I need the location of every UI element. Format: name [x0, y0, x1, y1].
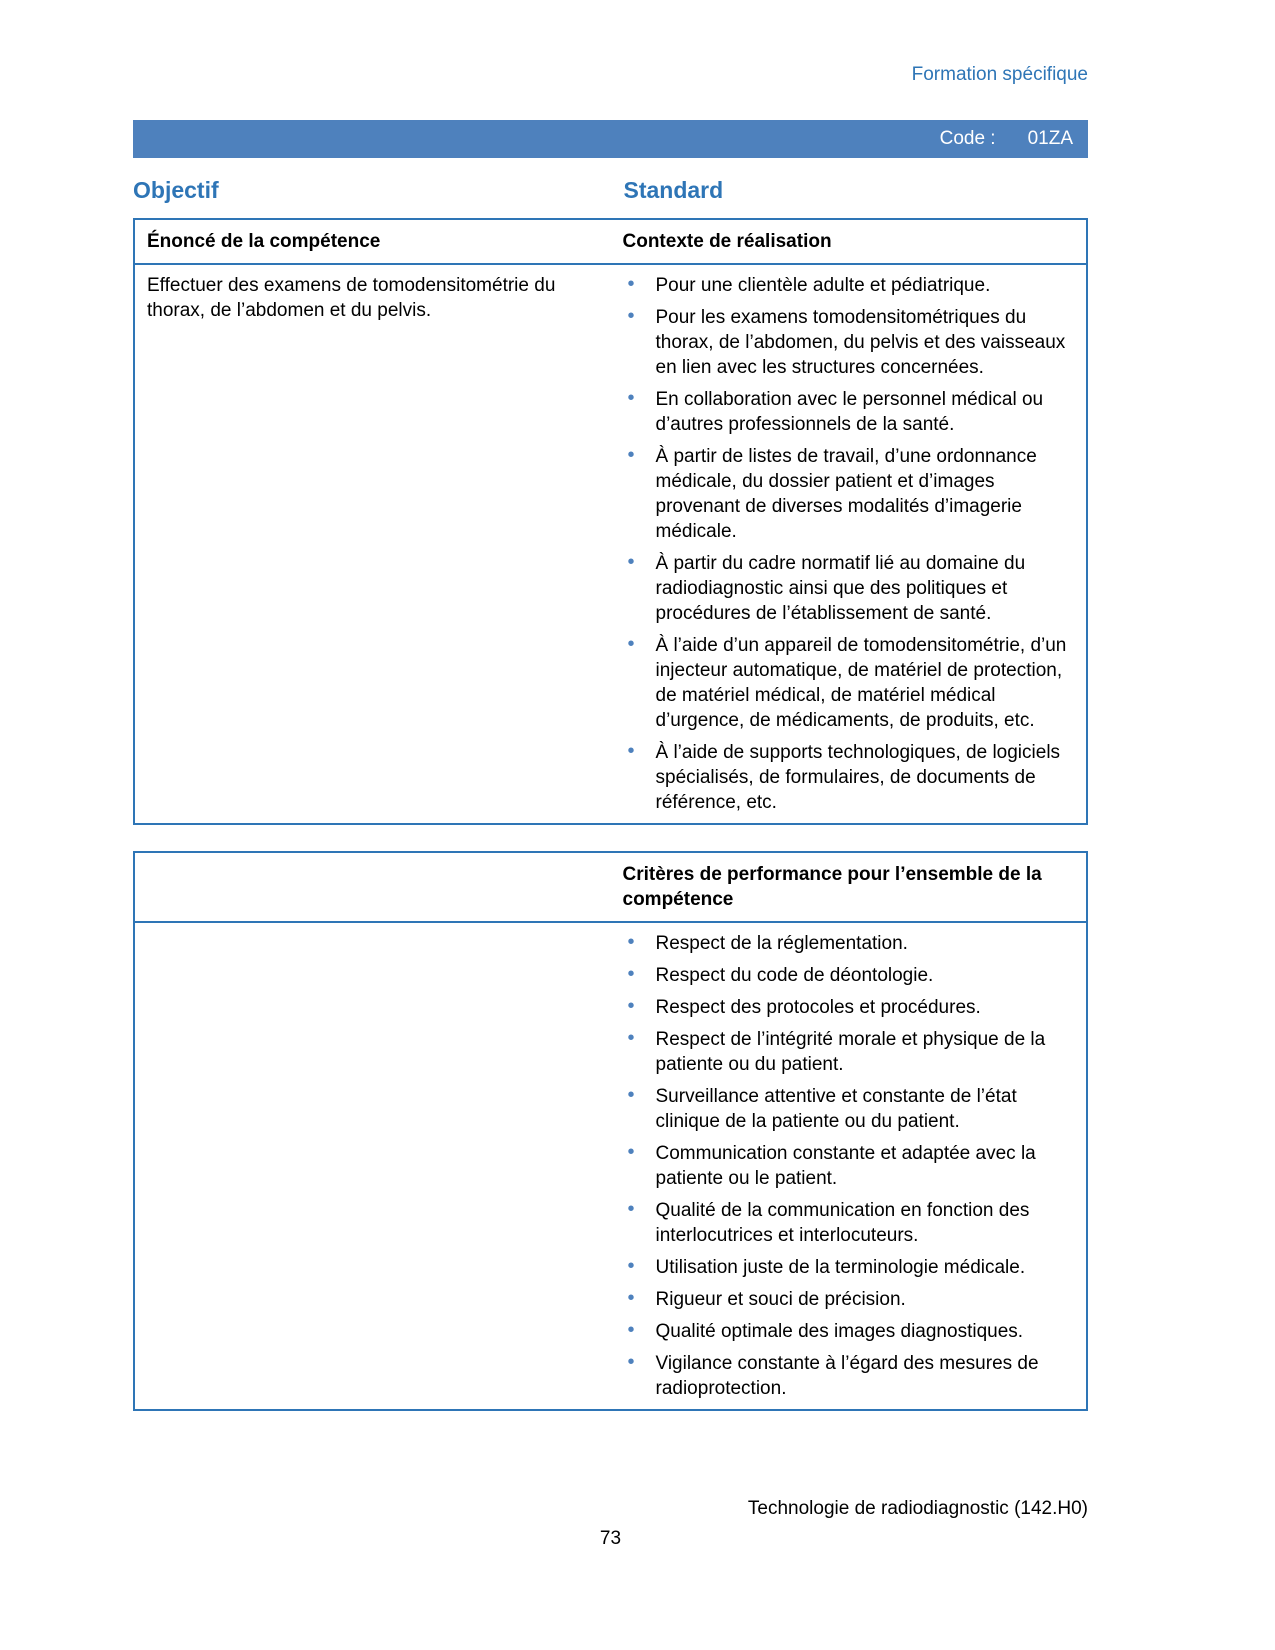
criteria-item: • Qualité optimale des images diagnostiques.: [623, 1319, 1075, 1344]
code-bar: [133, 120, 1088, 158]
criteria-table-body-row: [134, 922, 1087, 1410]
context-list: [623, 273, 1075, 815]
context-item: • À l’aide de supports technologiques, de logiciels spécialisés, de formulaires, de documents de référence, etc.: [623, 740, 1075, 815]
criteria-item: • Surveillance attentive et constante de l’état clinique de la patiente ou du patient.: [623, 1084, 1075, 1134]
context-header-cell: [611, 219, 1088, 264]
page-number: 73: [599, 1528, 622, 1549]
code-label: Code :: [939, 128, 996, 149]
criteria-header: Critères de performance pour l’ensemble de la compétence: [622, 864, 1042, 910]
criteria-list-cell: [611, 922, 1088, 1410]
criteria-header-cell: [611, 852, 1088, 922]
criteria-item: • Rigueur et souci de précision.: [623, 1287, 1075, 1312]
standard-title: Standard: [623, 177, 724, 203]
context-item: • Pour les examens tomodensitométriques du thorax, de l’abdomen, du pelvis et des vaisseaux en lien avec les structures concernées.: [623, 305, 1075, 380]
context-item: • À partir de listes de travail, d’une ordonnance médicale, du dossier patient et d’images provenant de diverses modalités d’imagerie médicale.: [623, 444, 1075, 544]
competency-table-body-row: [134, 264, 1087, 824]
criteria-item: • Respect des protocoles et procédures.: [623, 995, 1075, 1020]
competency-header: Énoncé de la compétence: [147, 231, 381, 252]
criteria-item: • Respect de l’intégrité morale et physique de la patiente ou du patient.: [623, 1027, 1075, 1077]
criteria-item: • Qualité de la communication en fonction des interlocutrices et interlocuteurs.: [623, 1198, 1075, 1248]
competency-table-header-row: [134, 219, 1087, 264]
competency-statement-cell: [134, 264, 611, 824]
competency-table: [133, 218, 1088, 825]
empty-cell: [134, 852, 611, 922]
criteria-item: • Communication constante et adaptée avec la patiente ou le patient.: [623, 1141, 1075, 1191]
competency-statement: Effectuer des examens de tomodensitométrie du thorax, de l’abdomen et du pelvis.: [147, 275, 556, 321]
code-value: 01ZA: [1027, 128, 1073, 149]
empty-cell: [134, 922, 611, 1410]
objectif-title: Objectif: [133, 177, 219, 203]
criteria-table: [133, 851, 1088, 1411]
context-item: • À partir du cadre normatif lié au domaine du radiodiagnostic ainsi que des politiques et procédures de l’établissement de santé.: [623, 551, 1075, 626]
criteria-table-header-row: [134, 852, 1087, 922]
context-item: • À l’aide d’un appareil de tomodensitométrie, d’un injecteur automatique, de matériel de protection, de matériel médical, de matériel médical d’urgence, de médicaments, de produits, etc.: [623, 633, 1075, 733]
section-label: Formation spécifique: [911, 64, 1088, 85]
context-item: • Pour une clientèle adulte et pédiatrique.: [623, 273, 1075, 298]
criteria-item: • Vigilance constante à l’égard des mesures de radioprotection.: [623, 1351, 1075, 1401]
criteria-item: • Respect du code de déontologie.: [623, 963, 1075, 988]
criteria-list: [623, 931, 1075, 1401]
footer-program-name: Technologie de radiodiagnostic (142.H0): [747, 1498, 1088, 1519]
context-list-cell: [611, 264, 1088, 824]
context-header: Contexte de réalisation: [622, 231, 832, 252]
context-item: • En collaboration avec le personnel médical ou d’autres professionnels de la santé.: [623, 387, 1075, 437]
criteria-item: • Respect de la réglementation.: [623, 931, 1075, 956]
criteria-item: • Utilisation juste de la terminologie médicale.: [623, 1255, 1075, 1280]
column-titles: [133, 177, 1088, 204]
competency-header-cell: [134, 219, 611, 264]
